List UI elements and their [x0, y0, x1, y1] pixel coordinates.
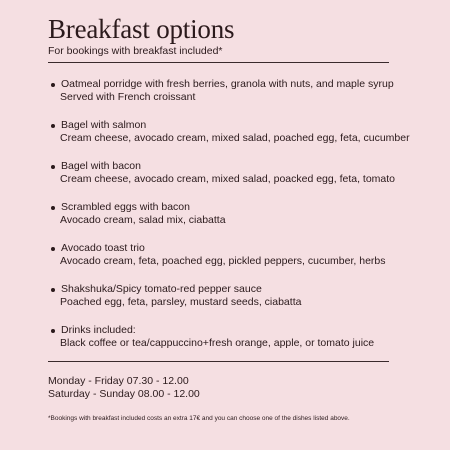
item-description: Cream cheese, avocado cream, mixed salad, poached egg, feta, cucumber — [60, 132, 410, 144]
bottom-divider — [48, 361, 389, 362]
page-title: Breakfast options — [48, 14, 235, 44]
item-name: Bagel with bacon — [50, 160, 410, 173]
item-name: Bagel with salmon — [50, 119, 410, 132]
opening-hours — [48, 375, 200, 401]
list-item — [50, 119, 410, 160]
item-name: Drinks included: — [50, 324, 410, 337]
item-description: Avocado cream, feta, poached egg, pickled peppers, cucumber, herbs — [60, 255, 386, 267]
item-name: Scrambled eggs with bacon — [50, 201, 410, 214]
item-description: Served with French croissant — [60, 91, 196, 103]
hours-weekend: Saturday - Sunday 08.00 - 12.00 — [48, 388, 200, 400]
list-item — [50, 160, 410, 201]
list-item — [50, 324, 410, 365]
item-name: Avocado toast trio — [50, 242, 410, 255]
top-divider — [48, 62, 389, 63]
item-description: Poached egg, feta, parsley, mustard seeds, ciabatta — [60, 296, 302, 308]
item-name: Oatmeal porridge with fresh berries, granola with nuts, and maple syrup — [50, 78, 410, 91]
list-item — [50, 242, 410, 283]
item-description: Black coffee or tea/cappuccino+fresh orange, apple, or tomato juice — [60, 337, 375, 349]
list-item — [50, 283, 410, 324]
footnote: *Bookings with breakfast included costs an extra 17€ and you can choose one of the dishes listed above. — [48, 415, 350, 422]
page-subtitle: For bookings with breakfast included* — [48, 45, 223, 57]
list-item — [50, 78, 410, 119]
item-description: Cream cheese, avocado cream, mixed salad, poacked egg, feta, tomato — [60, 173, 396, 185]
item-description: Avocado cream, salad mix, ciabatta — [60, 214, 226, 226]
breakfast-list — [50, 78, 410, 365]
hours-weekdays: Monday - Friday 07.30 - 12.00 — [48, 375, 189, 387]
item-name: Shakshuka/Spicy tomato-red pepper sauce — [50, 283, 410, 296]
list-item — [50, 201, 410, 242]
